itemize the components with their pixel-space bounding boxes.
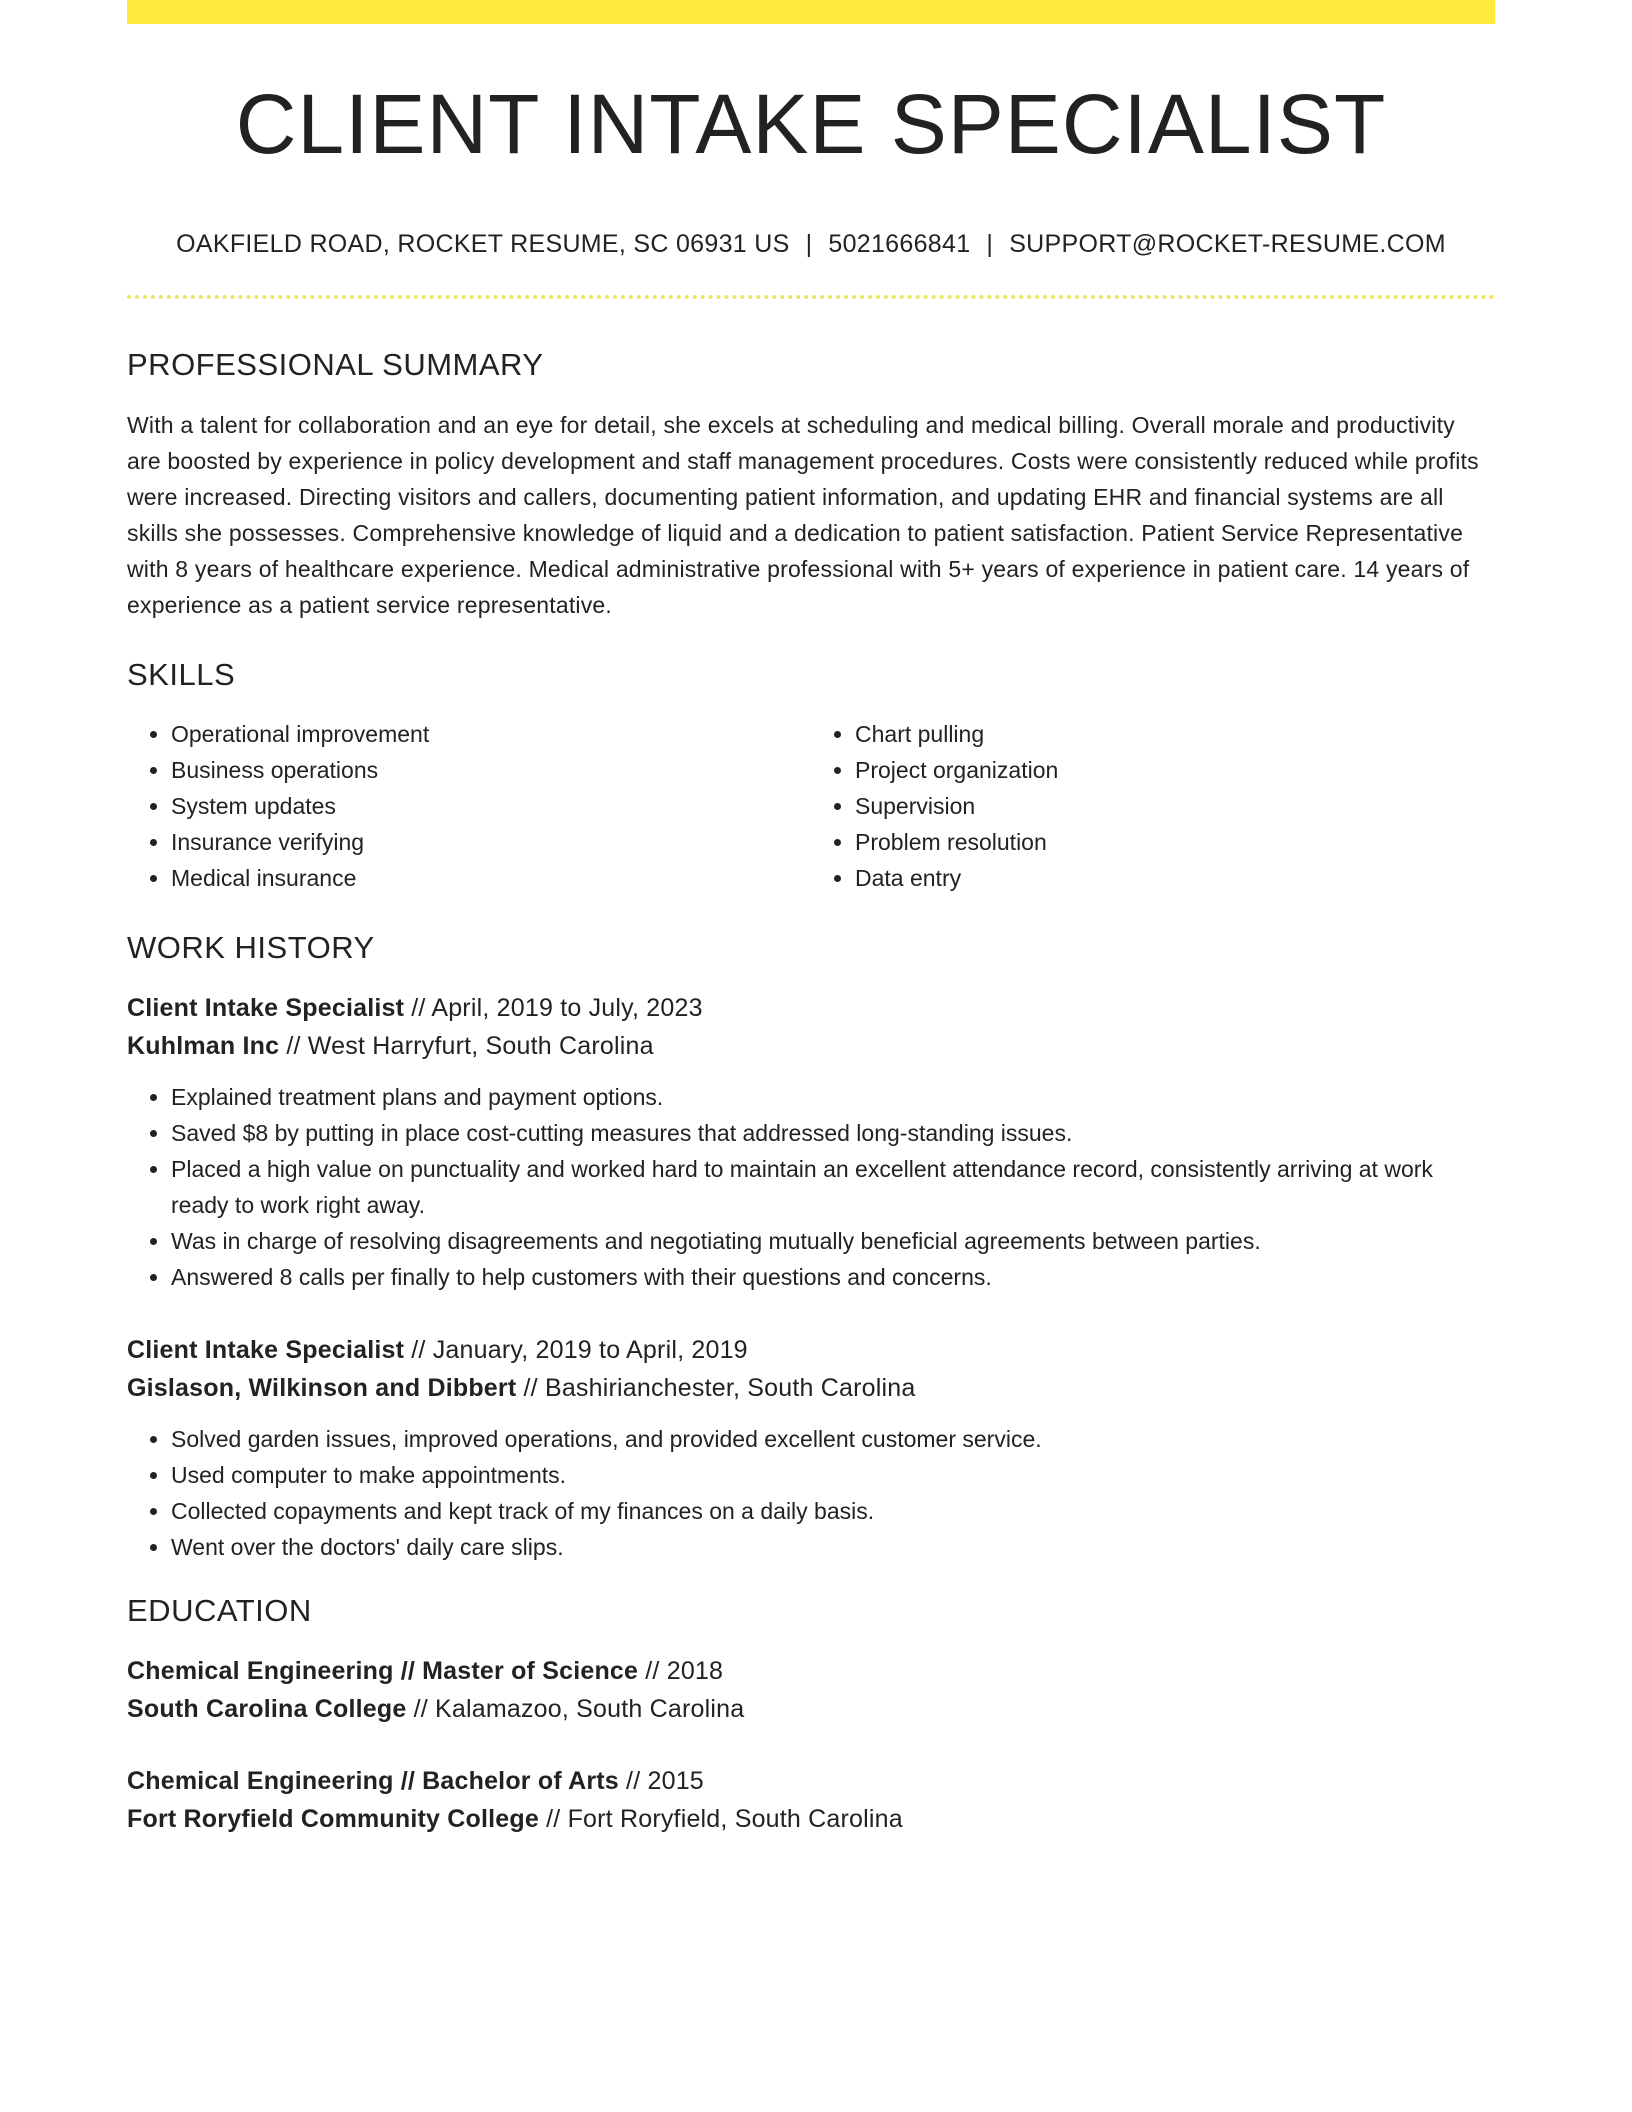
accent-bar: [127, 0, 1495, 24]
job-bullet: • Answered 8 calls per finally to help customers with their questions and concerns.: [171, 1259, 1495, 1295]
skill-item: • Project organization: [855, 752, 1495, 788]
education-school-line: [127, 1690, 1495, 1728]
skills-column-right: [811, 716, 1495, 896]
job-entry: [127, 989, 1495, 1295]
education-degree: Chemical Engineering // Master of Science: [127, 1657, 639, 1685]
skill-item: • Problem resolution: [855, 824, 1495, 860]
skill-item: • Data entry: [855, 860, 1495, 896]
education-degree-line: [127, 1652, 1495, 1690]
job-bullet: • Collected copayments and kept track of my finances on a daily basis.: [171, 1493, 1495, 1529]
skill-item: • Chart pulling: [855, 716, 1495, 752]
skill-item: • Medical insurance: [171, 860, 811, 896]
job-bullets: [127, 1421, 1495, 1565]
contact-separator: |: [986, 230, 994, 258]
dotted-divider: [127, 295, 1495, 299]
job-bullet: • Explained treatment plans and payment options.: [171, 1079, 1495, 1115]
skill-item: • Business operations: [171, 752, 811, 788]
work-history-heading: WORK HISTORY: [127, 930, 375, 965]
education-degree-line: [127, 1762, 1495, 1800]
job-dates: // April, 2019 to July, 2023: [404, 994, 703, 1022]
contact-email: SUPPORT@ROCKET-RESUME.COM: [1009, 230, 1446, 258]
contact-phone: 5021666841: [828, 230, 971, 258]
job-bullet: • Went over the doctors' daily care slips.: [171, 1529, 1495, 1565]
education-year: // 2015: [618, 1767, 704, 1795]
skill-item: • Supervision: [855, 788, 1495, 824]
education-degree: Chemical Engineering // Bachelor of Arts: [127, 1767, 619, 1795]
job-company: Kuhlman Inc: [127, 1032, 280, 1060]
education-location: // Kalamazoo, South Carolina: [406, 1695, 745, 1723]
job-bullet: • Saved $8 by putting in place cost-cutting measures that addressed long-standing issues.: [171, 1115, 1495, 1151]
job-bullet: • Used computer to make appointments.: [171, 1457, 1495, 1493]
education-school: South Carolina College: [127, 1695, 407, 1723]
job-company: Gislason, Wilkinson and Dibbert: [127, 1374, 517, 1402]
job-title-line: [127, 1331, 1495, 1369]
job-bullets: [127, 1079, 1495, 1295]
resume-page: [127, 0, 1495, 1838]
skills-list: [127, 716, 1495, 896]
education-entry: [127, 1762, 1495, 1838]
education-location: // Fort Roryfield, South Carolina: [538, 1805, 903, 1833]
education-heading: EDUCATION: [127, 1593, 312, 1628]
skill-item: • Operational improvement: [171, 716, 811, 752]
contact-address: OAKFIELD ROAD, ROCKET RESUME, SC 06931 US: [176, 230, 790, 258]
job-title: Client Intake Specialist: [127, 994, 405, 1022]
skill-item: • Insurance verifying: [171, 824, 811, 860]
job-location: // Bashirianchester, South Carolina: [516, 1374, 916, 1402]
job-company-line: [127, 1369, 1495, 1407]
job-bullet: • Was in charge of resolving disagreements and negotiating mutually beneficial agreements between parties.: [171, 1223, 1495, 1259]
job-dates: // January, 2019 to April, 2019: [404, 1336, 748, 1364]
contact-line: [127, 232, 1495, 257]
skills-column-left: [127, 716, 811, 896]
job-bullet: • Placed a high value on punctuality and worked hard to maintain an excellent attendance record, consistently arriving at work ready to work right away.: [171, 1151, 1495, 1223]
job-entry: [127, 1331, 1495, 1565]
skill-item: • System updates: [171, 788, 811, 824]
skills-heading: SKILLS: [127, 657, 236, 692]
job-bullet: • Solved garden issues, improved operations, and provided excellent customer service.: [171, 1421, 1495, 1457]
job-location: // West Harryfurt, South Carolina: [279, 1032, 654, 1060]
job-title: Client Intake Specialist: [127, 1336, 405, 1364]
job-company-line: [127, 1027, 1495, 1065]
resume-title: CLIENT INTAKE SPECIALIST: [235, 77, 1387, 171]
education-entry: [127, 1652, 1495, 1728]
summary-heading: PROFESSIONAL SUMMARY: [127, 347, 544, 382]
education-school-line: [127, 1800, 1495, 1838]
education-school: Fort Roryfield Community College: [127, 1805, 539, 1833]
summary-text: With a talent for collaboration and an eye for detail, she excels at scheduling and medical billing. Overall morale and productivity are boosted by experience in policy development and staff management procedures. Costs were consistently reduced while profits were increased. Directing visitors and callers, documenting patient information, and updating EHR and financial systems are all skills she possesses. Comprehensive knowledge of liquid and a dedication to patient satisfaction. Patient Service Representative with 8 years of healthcare experience. Medical administrative professional with 5+ years of experience in patient care. 14 years of experience as a patient service representative.: [127, 412, 1479, 618]
contact-separator: |: [805, 230, 813, 258]
education-year: // 2018: [638, 1657, 724, 1685]
job-title-line: [127, 989, 1495, 1027]
